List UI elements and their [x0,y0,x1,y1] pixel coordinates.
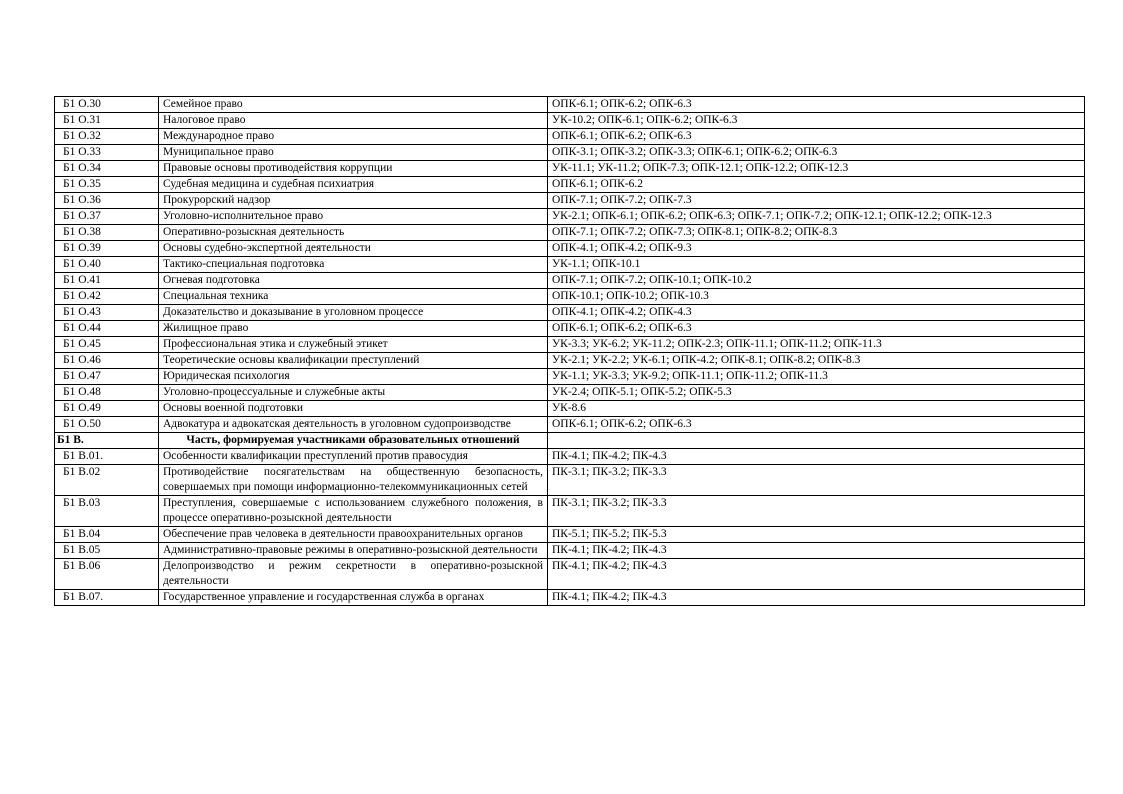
discipline-name: Уголовно-исполнительное право [159,209,548,225]
discipline-code: Б1 О.48 [55,385,159,401]
table-row [55,337,1085,353]
competency-codes: ОПК-6.1; ОПК-6.2; ОПК-6.3 [548,417,1085,433]
competency-codes: ОПК-7.1; ОПК-7.2; ОПК-7.3; ОПК-8.1; ОПК-8.2; ОПК-8.3 [548,225,1085,241]
competency-codes: ОПК-6.1; ОПК-6.2; ОПК-6.3 [548,97,1085,113]
table-row [55,241,1085,257]
competency-codes: УК-2.4; ОПК-5.1; ОПК-5.2; ОПК-5.3 [548,385,1085,401]
discipline-name: Международное право [159,129,548,145]
discipline-code: Б1 О.42 [55,289,159,305]
table-row [55,559,1085,590]
table-row [55,496,1085,527]
discipline-code: Б1 В.03 [55,496,159,527]
discipline-name: Делопроизводство и режим секретности в оперативно-розыскной деятельности [159,559,548,590]
discipline-code: Б1 О.47 [55,369,159,385]
discipline-name: Семейное право [159,97,548,113]
competency-codes: ОПК-4.1; ОПК-4.2; ОПК-4.3 [548,305,1085,321]
competency-codes: ОПК-6.1; ОПК-6.2 [548,177,1085,193]
section-competency [548,433,1085,449]
discipline-code: Б1 В.06 [55,559,159,590]
competency-codes: ПК-4.1; ПК-4.2; ПК-4.3 [548,449,1085,465]
competency-codes: УК-8.6 [548,401,1085,417]
discipline-code: Б1 О.46 [55,353,159,369]
table-row [55,590,1085,606]
discipline-code: Б1 О.33 [55,145,159,161]
table-row [55,449,1085,465]
competency-codes: УК-10.2; ОПК-6.1; ОПК-6.2; ОПК-6.3 [548,113,1085,129]
section-code: Б1 В. [55,433,159,449]
discipline-name: Обеспечение прав человека в деятельности правоохранительных органов [159,527,548,543]
discipline-code: Б1 О.50 [55,417,159,433]
table-row [55,177,1085,193]
discipline-code: Б1 О.38 [55,225,159,241]
table-row [55,145,1085,161]
table-row [55,417,1085,433]
discipline-code: Б1 О.44 [55,321,159,337]
discipline-name: Тактико-специальная подготовка [159,257,548,273]
discipline-name: Основы судебно-экспертной деятельности [159,241,548,257]
competency-codes: УК-1.1; ОПК-10.1 [548,257,1085,273]
table-row [55,353,1085,369]
discipline-name: Основы военной подготовки [159,401,548,417]
table-row [55,527,1085,543]
discipline-code: Б1 В.01. [55,449,159,465]
competency-codes: ОПК-3.1; ОПК-3.2; ОПК-3.3; ОПК-6.1; ОПК-6.2; ОПК-6.3 [548,145,1085,161]
discipline-name: Государственное управление и государственная служба в органах [159,590,548,606]
discipline-code: Б1 О.39 [55,241,159,257]
competency-codes: ОПК-7.1; ОПК-7.2; ОПК-7.3 [548,193,1085,209]
discipline-name: Специальная техника [159,289,548,305]
competency-codes: УК-1.1; УК-3.3; УК-9.2; ОПК-11.1; ОПК-11.2; ОПК-11.3 [548,369,1085,385]
discipline-name: Прокурорский надзор [159,193,548,209]
competency-codes: ОПК-4.1; ОПК-4.2; ОПК-9.3 [548,241,1085,257]
discipline-code: Б1 О.49 [55,401,159,417]
discipline-code: Б1 В.05 [55,543,159,559]
table-row [55,97,1085,113]
section-title: Часть, формируемая участниками образовательных отношений [159,433,548,449]
discipline-code: Б1 О.41 [55,273,159,289]
table-row [55,305,1085,321]
discipline-name: Профессиональная этика и служебный этикет [159,337,548,353]
discipline-name: Юридическая психология [159,369,548,385]
discipline-code: Б1 В.07. [55,590,159,606]
discipline-code: Б1 О.40 [55,257,159,273]
table-row [55,385,1085,401]
competency-table [54,96,1085,606]
competency-codes: УК-3.3; УК-6.2; УК-11.2; ОПК-2.3; ОПК-11.1; ОПК-11.2; ОПК-11.3 [548,337,1085,353]
table-row [55,369,1085,385]
section-header-row [55,433,1085,449]
table-row [55,129,1085,145]
competency-codes: ОПК-6.1; ОПК-6.2; ОПК-6.3 [548,321,1085,337]
discipline-name: Теоретические основы квалификации преступлений [159,353,548,369]
discipline-code: Б1 О.35 [55,177,159,193]
competency-codes: ПК-5.1; ПК-5.2; ПК-5.3 [548,527,1085,543]
competency-codes: УК-2.1; УК-2.2; УК-6.1; ОПК-4.2; ОПК-8.1; ОПК-8.2; ОПК-8.3 [548,353,1085,369]
discipline-code: Б1 О.45 [55,337,159,353]
competency-codes: ПК-4.1; ПК-4.2; ПК-4.3 [548,543,1085,559]
table-row [55,273,1085,289]
table-row [55,161,1085,177]
discipline-code: Б1 О.34 [55,161,159,177]
competency-codes: ОПК-6.1; ОПК-6.2; ОПК-6.3 [548,129,1085,145]
table-row [55,257,1085,273]
table-row [55,321,1085,337]
table-row [55,193,1085,209]
discipline-code: Б1 О.30 [55,97,159,113]
competency-codes: УК-11.1; УК-11.2; ОПК-7.3; ОПК-12.1; ОПК-12.2; ОПК-12.3 [548,161,1085,177]
discipline-name: Особенности квалификации преступлений против правосудия [159,449,548,465]
table-row [55,113,1085,129]
discipline-code: Б1 О.43 [55,305,159,321]
discipline-name: Доказательство и доказывание в уголовном процессе [159,305,548,321]
discipline-name: Правовые основы противодействия коррупции [159,161,548,177]
table-row [55,289,1085,305]
table-row [55,401,1085,417]
table-body [55,97,1085,606]
discipline-name: Уголовно-процессуальные и служебные акты [159,385,548,401]
discipline-name: Огневая подготовка [159,273,548,289]
discipline-code: Б1 О.31 [55,113,159,129]
discipline-code: Б1 В.04 [55,527,159,543]
discipline-name: Противодействие посягательствам на общественную безопасность, совершаемых при помощи информационно-телекоммуникационных сетей [159,465,548,496]
discipline-code: Б1 О.32 [55,129,159,145]
curriculum-document [54,96,1084,606]
discipline-name: Жилищное право [159,321,548,337]
discipline-name: Оперативно-розыскная деятельность [159,225,548,241]
discipline-name: Муниципальное право [159,145,548,161]
discipline-code: Б1 О.37 [55,209,159,225]
table-row [55,225,1085,241]
discipline-name: Налоговое право [159,113,548,129]
discipline-name: Преступления, совершаемые с использованием служебного положения, в процессе оперативно-розыскной деятельности [159,496,548,527]
table-row [55,209,1085,225]
discipline-name: Судебная медицина и судебная психиатрия [159,177,548,193]
competency-codes: ОПК-7.1; ОПК-7.2; ОПК-10.1; ОПК-10.2 [548,273,1085,289]
discipline-code: Б1 В.02 [55,465,159,496]
discipline-code: Б1 О.36 [55,193,159,209]
competency-codes: ПК-3.1; ПК-3.2; ПК-3.3 [548,496,1085,527]
competency-codes: ОПК-10.1; ОПК-10.2; ОПК-10.3 [548,289,1085,305]
table-row [55,543,1085,559]
competency-codes: УК-2.1; ОПК-6.1; ОПК-6.2; ОПК-6.3; ОПК-7.1; ОПК-7.2; ОПК-12.1; ОПК-12.2; ОПК-12.3 [548,209,1085,225]
competency-codes: ПК-3.1; ПК-3.2; ПК-3.3 [548,465,1085,496]
discipline-name: Адвокатура и адвокатская деятельность в уголовном судопроизводстве [159,417,548,433]
table-row [55,465,1085,496]
discipline-name: Административно-правовые режимы в оперативно-розыскной деятельности [159,543,548,559]
competency-codes: ПК-4.1; ПК-4.2; ПК-4.3 [548,559,1085,590]
competency-codes: ПК-4.1; ПК-4.2; ПК-4.3 [548,590,1085,606]
